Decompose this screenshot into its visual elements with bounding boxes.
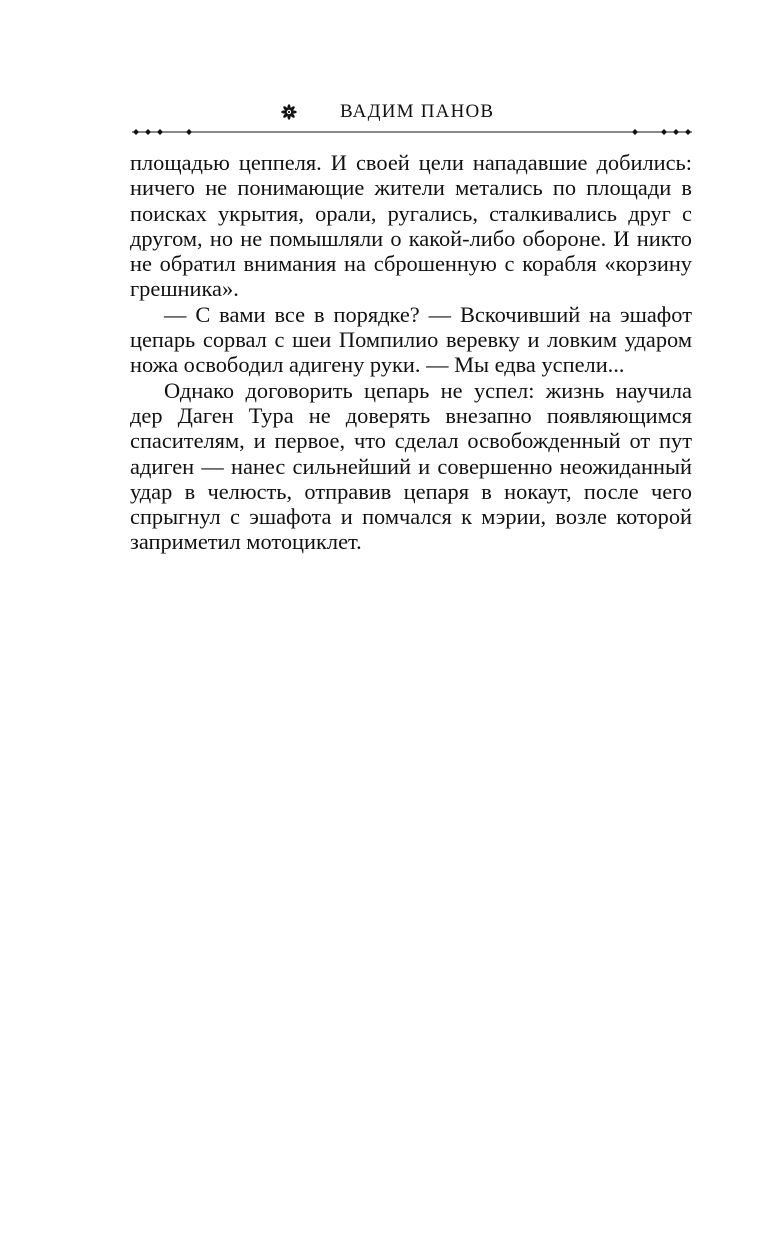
paragraph-3: Однако договорить цепарь не успел: жизнь научила дер Даген Тура не доверять внезапно появляющимся спасителям, и первое, что сделал освобожденный от пут адиген — нанес сильнейший и совершенно неожиданный удар в челюсть, отправив цепаря в нокаут, после чего спрыгнул с эшафота и помчался к мэрии, возле которой заприметил мотоциклет. [130,377,692,555]
ornamental-header-rule [130,126,694,138]
running-header-author: ВАДИМ ПАНОВ [340,101,495,122]
running-header [130,98,692,128]
paragraph-2: — С вами все в порядке? — Вскочивший на эшафот цепарь сорвал с шеи Помпилио веревку и ловким ударом ножа освободил адигену руки. — Мы едва успели... [130,301,692,378]
star-flower-icon [281,104,297,120]
paragraph-1: площадью цеппеля. И своей цели нападавшие добились: ничего не понимающие жители метались по площади в поисках укрытия, орали, ругались, сталкивались друг с другом, но не помышляли о какой-либо обороне. И никто не обратил внимания на сброшенную с корабля «корзину грешника». [130,150,692,302]
body-text [130,150,692,555]
